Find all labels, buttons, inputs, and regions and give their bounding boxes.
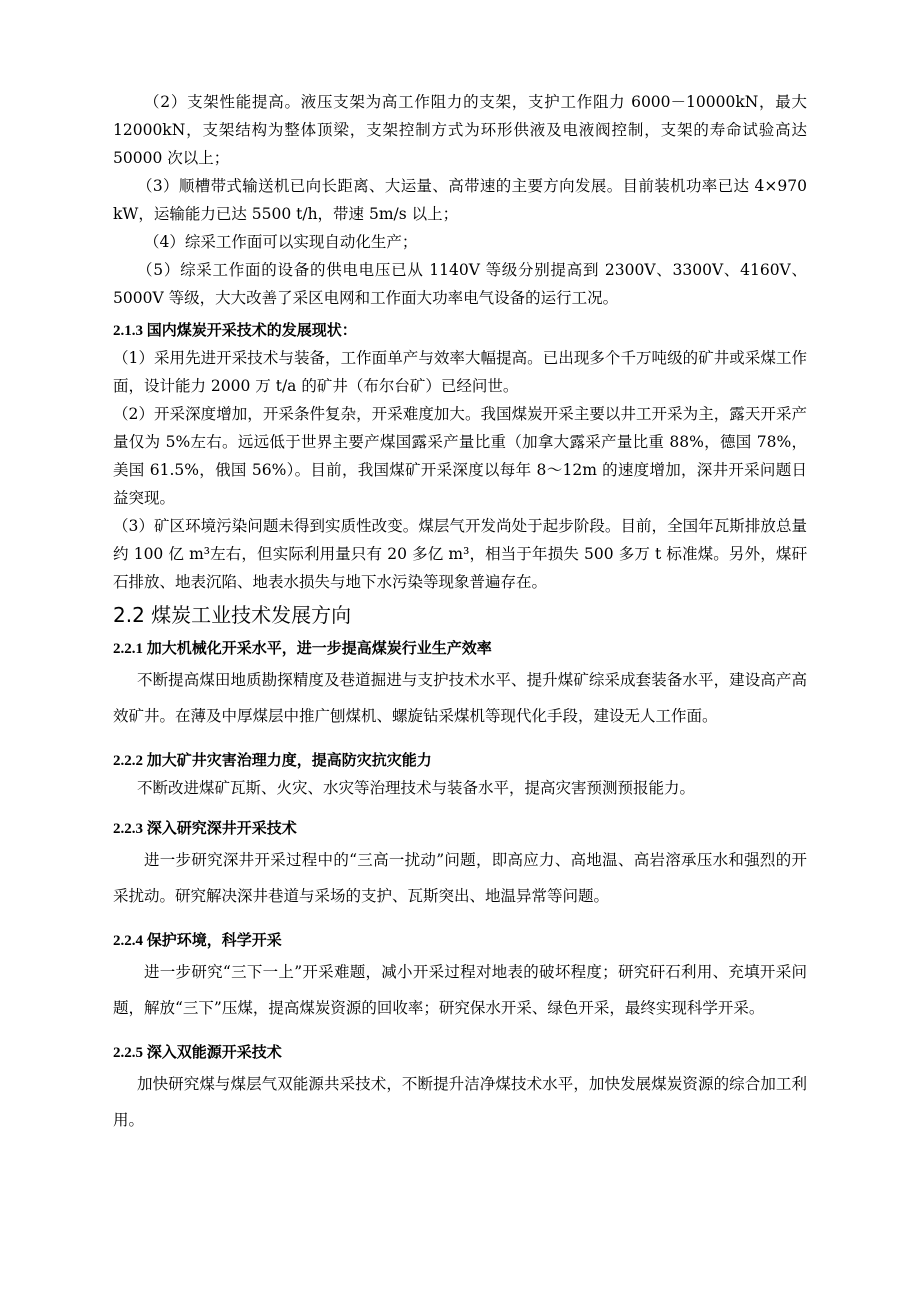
paragraph: （2）支架性能提高。液压支架为高工作阻力的支架，支护工作阻力 6000－10000kN，最大 12000kN，支架结构为整体顶梁，支架控制方式为环形供液及电液阀控制，支架的寿命试验高达 50000 次以上；	[113, 93, 807, 167]
paragraph: （1）采用先进开采技术与装备，工作面单产与效率大幅提高。已出现多个千万吨级的矿井或采煤工作面，设计能力 2000 万 t/a 的矿井（布尔台矿）已经问世。	[113, 349, 807, 395]
paragraph: 进一步研究“三下一上”开采难题，减小开采过程对地表的破坏程度；研究矸石利用、充填开采问题，解放“三下”压煤，提高煤炭资源的回收率；研究保水开采、绿色开采，最终实现科学开采。	[113, 963, 807, 1017]
section-heading: 2.2.5 深入双能源开采技术	[113, 1045, 282, 1061]
paragraph: （3）顺槽带式输送机已向长距离、大运量、高带速的主要方向发展。目前装机功率已达 4×970 kW，运输能力已达 5500 t/h，带速 5m/s 以上；	[113, 177, 807, 223]
paragraph: （4）综采工作面可以实现自动化生产；	[144, 233, 418, 251]
section-heading: 2.2.1 加大机械化开采水平，进一步提高煤炭行业生产效率	[113, 641, 492, 657]
paragraph: 不断改进煤矿瓦斯、火灾、水灾等治理技术与装备水平，提高灾害预测预报能力。	[137, 779, 696, 797]
paragraph: （5）综采工作面的设备的供电电压已从 1140V 等级分别提高到 2300V、3300V、4160V、5000V 等级，大大改善了采区电网和工作面大功率电气设备的运行工况。	[113, 261, 807, 307]
paragraph: 进一步研究深井开采过程中的“三高一扰动”问题，即高应力、高地温、高岩溶承压水和强烈的开采扰动。研究解决深井巷道与采场的支护、瓦斯突出、地温异常等问题。	[113, 851, 807, 905]
section-heading: 2.2.4 保护环境，科学开采	[113, 933, 282, 949]
paragraph: （3）矿区环境污染问题未得到实质性改变。煤层气开发尚处于起步阶段。目前，全国年瓦斯排放总量约 100 亿 m³左右，但实际利用量只有 20 多亿 m³，相当于年损失 500 多万 t 标准煤。另外，煤矸石排放、地表沉陷、地表水损失与地下水污染等现象普遍存在。	[113, 517, 807, 591]
section-heading: 2.2.2 加大矿井灾害治理力度，提高防灾抗灾能力	[113, 753, 432, 769]
paragraph: 加快研究煤与煤层气双能源共采技术，不断提升洁净煤技术水平，加快发展煤炭资源的综合加工利用。	[113, 1075, 807, 1129]
section-heading: 2.2.3 深入研究深井开采技术	[113, 821, 297, 837]
paragraph: 不断提高煤田地质勘探精度及巷道掘进与支护技术水平、提升煤矿综采成套装备水平，建设高产高效矿井。在薄及中厚煤层中推广刨煤机、螺旋钻采煤机等现代化手段，建设无人工作面。	[113, 671, 807, 725]
document-page	[113, 88, 807, 1138]
paragraph: （2）开采深度增加，开采条件复杂，开采难度加大。我国煤炭开采主要以井工开采为主，露天开采产量仅为 5%左右。远远低于世界主要产煤国露采产量比重（加拿大露采产量比重 88%，德国 78%，美国 61.5%，俄国 56%）。目前，我国煤矿开采深度以每年 8～12m 的速度增加，深井开采问题日益突现。	[113, 405, 807, 507]
section-heading: 2.1.3 国内煤炭开采技术的发展现状：	[113, 323, 357, 339]
chapter-heading: 2.2 煤炭工业技术发展方向	[113, 603, 352, 627]
